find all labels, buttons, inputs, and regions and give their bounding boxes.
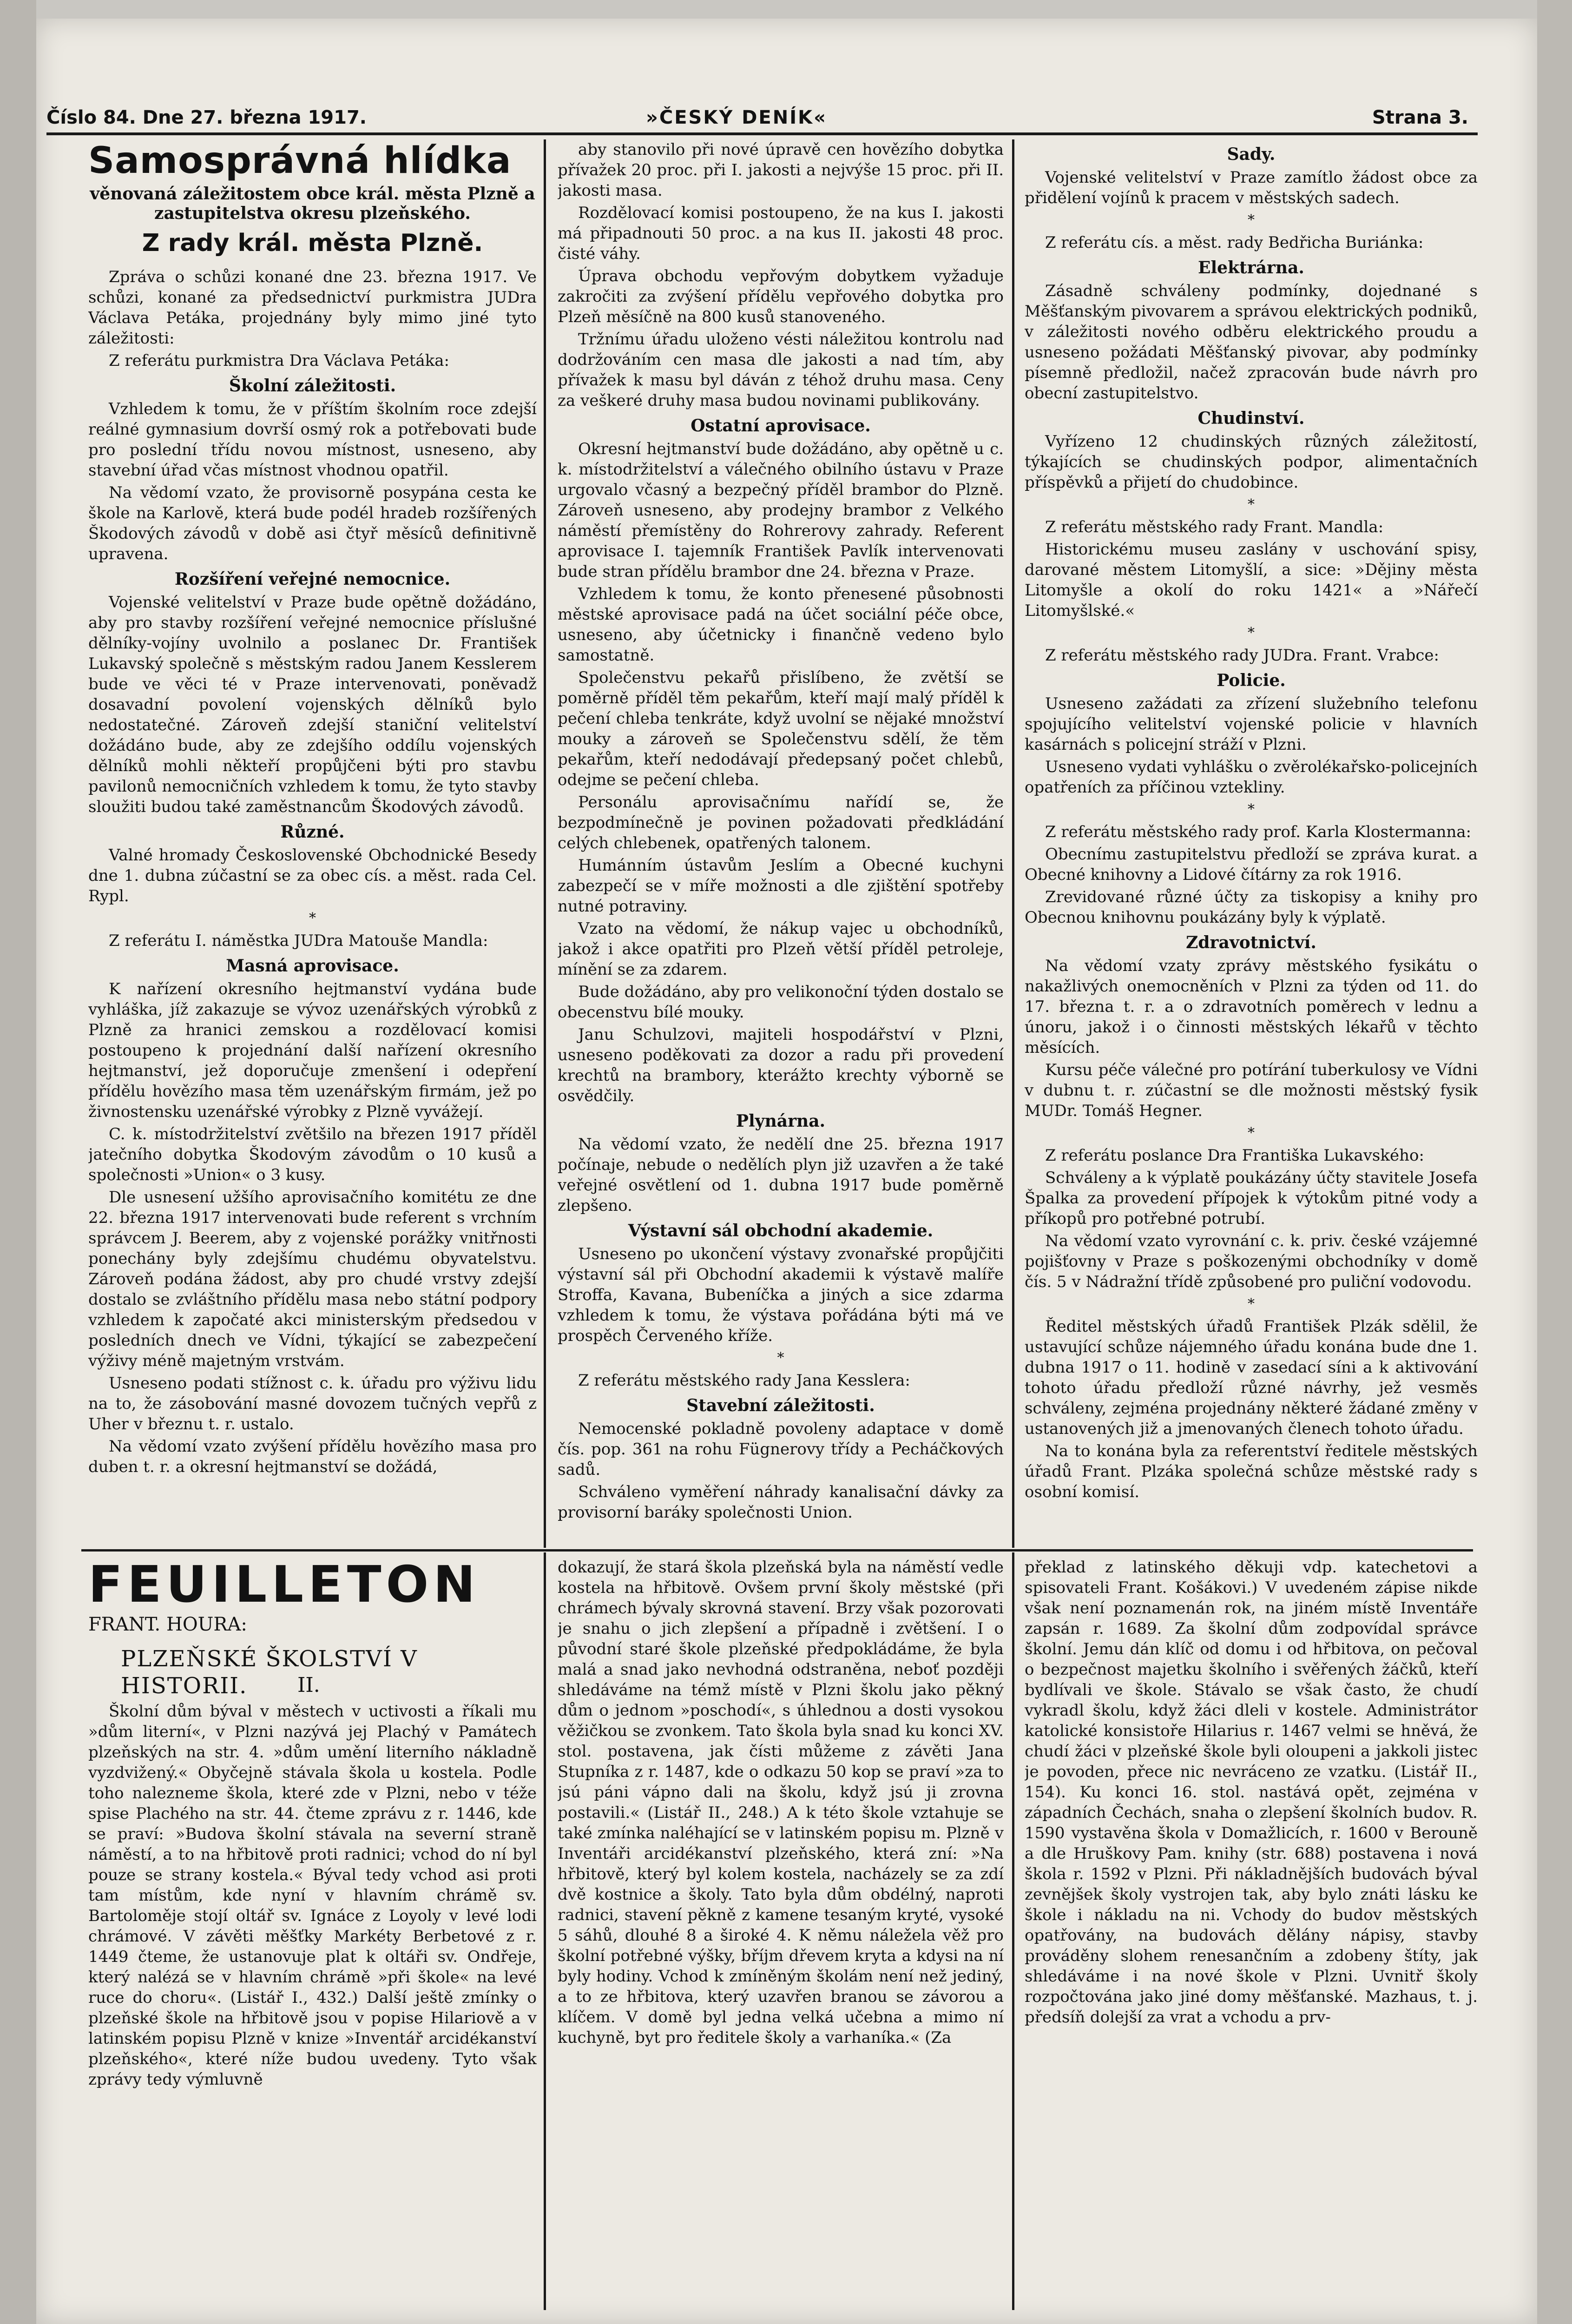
- subheading: Výstavní sál obchodní akademie.: [628, 1221, 934, 1241]
- paragraph: Schváleno vyměření náhrady kanalisační dávky za provisorní baráky společnosti Union.: [558, 1483, 1004, 1522]
- paragraph: Personálu aprovisačnímu nařídí se, že bezpodmínečně je povinen požadovati předkládání celých chlebenek, opatřených talonem.: [558, 793, 1004, 852]
- paragraph: Vzato na vědomí, že nákup vajec u obchodníků, jakož i akce opatřiti pro Plzeň větší příděl petroleje, mínění se za zdarem.: [558, 919, 1004, 979]
- paragraph: Usneseno podati stížnost c. k. úřadu pro výživu lidu na to, že zásobování masné dovozem tučných vepřů z Uher v březnu t. r. ustalo.: [88, 1374, 537, 1433]
- paragraph: Z referátu městského rady Frant. Mandla:: [1045, 518, 1384, 536]
- section-title: Samosprávná hlídka: [88, 140, 512, 182]
- paragraph: Obecnímu zastupitelstvu předloží se zpráva kurat. a Obecné knihovny a Lidové čítárny za rok 1916.: [1025, 845, 1478, 884]
- paragraph: Na vědomí vzato vyrovnání c. k. priv. české vzájemné pojišťovny v Praze s poškozenými obchodníky v domě čís. 5 v Nádražní třídě způsobené pro puliční vodovodu.: [1025, 1232, 1478, 1291]
- subheading: Policie.: [1217, 671, 1286, 690]
- subheading: Elektrárna.: [1198, 258, 1304, 277]
- paragraph: Z referátu purkmistra Dra Václava Petáka:: [109, 351, 449, 370]
- subheading: Stavební záležitosti.: [686, 1396, 875, 1415]
- subheading: Plynárna.: [736, 1111, 826, 1131]
- separator-star: *: [777, 1350, 784, 1366]
- paragraph: Usneseno po ukončení výstavy zvonařské propůjčiti výstavní sál při Obchodní akademii k výstavě malíře Stroffa, Kavana, Bubeníčka a jiných a sice zdarma vzhledem k tomu, že výstava pořádána býti má ve prospěch Červeného kříže.: [558, 1245, 1004, 1345]
- paragraph: Z referátu I. náměstka JUDra Matouše Mandla:: [109, 931, 488, 950]
- subheading: Různé.: [280, 822, 345, 842]
- feuilleton-column-3: [1025, 1557, 1478, 2305]
- paragraph: Zrevidované různé účty za tiskopisy a knihy pro Obecnou knihovnu poukázány byly k výplatě.: [1025, 888, 1478, 927]
- separator-star: *: [1248, 801, 1255, 818]
- paragraph: Na vědomí vzato zvýšení přídělu hovězího masa pro duben t. r. a okresní hejtmanství se dožádá,: [88, 1437, 537, 1476]
- paragraph: Nemocenské pokladně povoleny adaptace v domě čís. pop. 361 na rohu Fügnerovy třídy a Pecháčkových sadů.: [558, 1419, 1004, 1479]
- column-rule-1: [544, 139, 546, 1548]
- paragraph: Zásadně schváleny podmínky, dojednané s Měšťanským pivovarem a správou elektrických podniků, v záležitosti nového odběru elektrického proudu a usneseno požádati Měšťanský pivovar, aby podmínky písemně předložil, načež zpracován bude návrh pro obecní zastupitelstvo.: [1025, 282, 1478, 403]
- page-header: [46, 107, 1468, 131]
- separator-star: *: [309, 910, 316, 926]
- page-edge-right: [1537, 0, 1572, 2324]
- paragraph: K nařízení okresního hejtmanství vydána bude vyhláška, jíž zakazuje se vývoz uzenářských výrobků z Plzně za hranici zemskou a rozdělovací komisi postoupeno k projednání další nařízení okresního hejtmanství, jež doporučuje zmenšení i odepření přídělu hovězího masa těm uzenářským firmám, jež po živnostensku uzenářské výrobky z Plzně vyvážejí.: [88, 980, 537, 1121]
- newspaper-name: »ČESKÝ DENÍK«: [646, 107, 827, 128]
- paragraph: dokazují, že stará škola plzeňská byla na náměstí vedle kostela na hřbitově. Ovšem první školy městské (při chrámech bývaly skrovná stavení. Brzy však pozorovati je snahu o jich zlepšení a případně i zvětšení. I o původní staré škole plzeňské předpokládáme, že byla malá a snad jako nevhodná odstraněna, neboť později shledáváme na témž místě v Plzni školu jako pěkný dům o jednom »poschodí«, s úhlednou a dosti vysokou věžičkou se zvonkem. Tato škola byla snad ku konci XV. stol. postavena, jak čísti můžeme z závěti Jana Stupníka z r. 1487, kde o odkazu 50 kop se praví »za to jsú páni vápno dali na školu, když jsú ji zrovna postavili.« (Listář II., 248.) A k této škole vztahuje se také zmínka naléhající se v latinském popisu m. Plzně v Inventáři arcidékanství plzeňského, která zní: »Na hřbitově, který byl kolem kostela, nacházely se za zdí dvě kostnice a školy. Tato byla dům obdélný, naproti radnici, stavení pěkně z kamene tesaným kryté, vysoké 5 sáhů, dlouhé 8 a široké 4. K němu náležela věž pro školní potřebné výšky, bříjm dřevem kryta a kdysi na ní byly hodiny. Vchod k zmíněným školám není než jediný, a to ze hřbitova, který uzavřen branou se závorou a klíčem. V domě byl jedna velká učebna a mimo ní kuchyně, byt pro ředitele školy a varhaníka.« (Za: [558, 1558, 1004, 2047]
- feuilleton-rule-2: [1012, 1552, 1014, 2310]
- paragraph: Okresní hejtmanství bude dožádáno, aby opětně u c. k. místodržitelství a válečného obilního ústavu v Praze urgovalo včasný a bezpečný příděl brambor do Plzně. Zároveň usneseno, aby prodejny brambor z Velkého náměstí přemístěny do Rohrerovy zahrady. Referent aprovisace I. tajemník František Pavlík intervenovati bude stran přídělu brambor dne 24. března v Praze.: [558, 440, 1004, 581]
- paragraph: Zpráva o schůzi konané dne 23. března 1917. Ve schůzi, konané za předsednictví purkmistra JUDra Václava Petáka, projednány byly mimo jiné tyto záležitosti:: [88, 268, 537, 348]
- subheading: Masná aprovisace.: [226, 956, 399, 976]
- feuilleton-article-title: PLZEŇSKÉ ŠKOLSTVÍ V HISTORII.: [121, 1646, 418, 1699]
- paragraph: aby stanovilo při nové úpravě cen hovězího dobytka přívažek 20 proc. při I. jakosti a nejvýše 15 proc. při II. jakosti masa.: [558, 140, 1004, 200]
- feuilleton-part-number: II.: [297, 1673, 320, 1697]
- paragraph: Usneseno vydati vyhlášku o zvěrolékařsko-policejních opatřeních za příčinou vztekliny.: [1025, 758, 1478, 797]
- column-rule-2: [1012, 139, 1014, 1548]
- paragraph: Kursu péče válečné pro potírání tuberkulosy ve Vídni v dubnu t. r. zúčastní se dle možnosti městský fysik MUDr. Tomáš Hegner.: [1025, 1061, 1478, 1120]
- paragraph: Na vědomí vzato, že provisorně posypána cesta ke škole na Karlově, která bude podél hradeb rozšířených Škodových závodů v době asi čtyř měsíců definitivně upravena.: [88, 483, 537, 563]
- subheading: Chudinství.: [1197, 409, 1305, 428]
- paragraph: Školní dům býval v městech v uctivosti a říkali mu »dům literní«, v Plzni nazývá jej Plachý v Památech plzeňských na str. 4. »dům umění literního nákladně vyzdvižený.« Obyčejně stávala škola u kostela. Podle toho nalezneme škola, které zde v Plzni, nebo v téže spise Plachého na str. 44. čteme zprávu z r. 1446, kde se praví: »Budova školní stávala na severní straně náměstí, a to na hřbitově proti radnici; vchod do ní byl pouze se strany kostela.« Býval tedy vchod asi proti tam místům, kde nyní v hlavním chrámě sv. Bartoloměje stojí oltář sv. Ignáce z Loyoly v levé lodi chrámové. V závěti měšťky Markéty Berbetové z r. 1449 čteme, že ustanovuje plat k oltáři sv. Ondřeje, který nalézá se v hlavním chrámě »při škole« na levé ruce do choru«. (Listář I., 432.) Další ještě zmínky o plzeňské škole na hřbitově jsou v popise Hilariově a v latinském popisu Plzně v knize »Inventář arcidékanství plzeňského«, které níže budou uvedeny. Tyto však zprávy tedy výmluvně: [88, 1702, 537, 2089]
- paragraph: Úprava obchodu vepřovým dobytkem vyžaduje zakročiti za zvýšení přídělu vepřového dobytka pro Plzeň měsíčně na 800 kusů stanoveného.: [558, 267, 1004, 326]
- separator-star: *: [1248, 496, 1255, 513]
- council-heading: Z rady král. města Plzně.: [142, 229, 483, 257]
- paragraph: Tržnímu úřadu uloženo vésti náležitou kontrolu nad dodržováním cen masa dle jakosti a nad tím, aby přívažek k masu byl dáván z téhož druhu masa. Ceny za veškeré druhy masa budou novinami publikovány.: [558, 330, 1004, 410]
- paragraph: Humánním ústavům Jeslím a Obecné kuchyni zabezpečí se v míře možnosti a dle zjištění spotřeby nutné potraviny.: [558, 856, 1004, 916]
- subheading: Ostatní aprovisace.: [691, 416, 871, 436]
- separator-star: *: [1248, 625, 1255, 641]
- section-subtitle: věnovaná záležitostem obce král. města Plzně a zastupitelstva okresu plzeňského.: [90, 184, 535, 223]
- paragraph: Společenstvu pekařů přislíbeno, že zvětší se poměrně příděl těm pekařům, kteří mají malý příděl k pečení chleba tenkráte, když uvolní se nějaké množství mouky a zároveň se Společenstvu sdělí, že těm pekařům, kteří nedodávají předepsaný počet chlebů, odejme se pečení chleba.: [558, 668, 1004, 789]
- header-rule: [46, 132, 1478, 135]
- paragraph: Vojenské velitelství v Praze bude opětně dožádáno, aby pro stavby rozšíření veřejné nemocnice příslušné dělníky-vojíny uvolnilo a poslanec Dr. František Lukavský společně s městským radou Janem Kesslerem bude ve věci té v Praze intervenovati, poněvadž dosavadní povolení vojenských dělníků bylo nedostatečné. Zároveň zdejší staniční velitelství dožádáno bude, aby ze zdejšího oddílu vojenských dělníků mohli někteří propůjčeni býti pro stavbu pavilonů nemocničních vzhledem k tomu, že tyto stavby sloužiti budou také zaměstnancům Škodových závodů.: [88, 593, 537, 816]
- paragraph: Z referátu poslance Dra Františka Lukavského:: [1045, 1146, 1424, 1165]
- paragraph: Dle usnesení užšího aprovisačního komitétu ze dne 22. března 1917 intervenovati bude referent s vrchním správcem J. Beerem, aby z vojenské porážky vnitřnosti ponechány byly zdejšímu chudému obyvatelstvu. Zároveň podána žádost, aby pro chudé vrstvy zdejší dostalo se zvláštního přídělu masa nebo státní podpory vzhledem k započaté akci ministerským předsedou v posledních dnech ve Vídni, týkající se zabezpečení výživy méně majetným vrstvám.: [88, 1188, 537, 1370]
- paragraph: Z referátu městského rady Jana Kesslera:: [578, 1371, 910, 1390]
- page-number: Strana 3.: [1372, 107, 1468, 128]
- paragraph: Vojenské velitelství v Praze zamítlo žádost obce za přidělení vojínů k pracem v městských sadech.: [1025, 168, 1478, 207]
- subheading: Rozšíření veřejné nemocnice.: [174, 569, 451, 589]
- paragraph: Valné hromady Československé Obchodnické Besedy dne 1. dubna zúčastní se za obec cís. a měst. rada Cel. Rypl.: [88, 846, 537, 905]
- subheading: Školní záležitosti.: [229, 376, 396, 396]
- paragraph: Vyřízeno 12 chudinských různých záležitostí, týkajících se chudinských podpor, alimentačních příspěvků a přijetí do chudobince.: [1025, 432, 1478, 492]
- feuilleton-rule: [81, 1549, 1473, 1552]
- paragraph: Na vědomí vzaty zprávy městského fysikátu o nakažlivých onemocněních v Plzni za týden od 11. do 17. března t. r. a o zdravotních poměrech v lednu a únoru, jakož i o činnosti městských lékařů v těchto měsících.: [1025, 957, 1478, 1057]
- feuilleton-column-2: [558, 1557, 1004, 2305]
- separator-star: *: [1248, 1125, 1255, 1141]
- paragraph: Vzhledem k tomu, že konto přenesené působnosti městské aprovisace padá na účet sociální péče obce, usneseno, aby účetnicky i finančně vedeno bylo samostatně.: [558, 585, 1004, 665]
- paragraph: Vzhledem k tomu, že v příštím školním roce zdejší reálné gymnasium dovrší osmý rok a potřebovati bude pro poslední třídu novou místnost, usneseno, aby stavební úřad včas místnost vhodnou opatřil.: [88, 400, 537, 480]
- paragraph: Z referátu cís. a měst. rady Bedřicha Buriánka:: [1045, 233, 1424, 252]
- paragraph: Usneseno zažádati za zřízení služebního telefonu spojujícího velitelství vojenské policie v hlavních kasárnách s policejní stráží v Plzni.: [1025, 694, 1478, 754]
- paragraph: Bude dožádáno, aby pro velikonoční týden dostalo se obecenstvu bílé mouky.: [558, 983, 1004, 1022]
- paragraph: Na vědomí vzato, že nedělí dne 25. března 1917 počínaje, nebude o nedělích plyn již uzavřen a že také veřejné osvětlení od 1. dubna 1917 bude poměrně zlepšeno.: [558, 1135, 1004, 1215]
- paragraph: C. k. místodržitelství zvětšilo na březen 1917 příděl jatečního dobytka Škodovým závodům o 10 kusů a společnosti »Union« o 3 kusy.: [88, 1125, 537, 1184]
- separator-star: *: [1248, 1296, 1255, 1312]
- paragraph: překlad z latinského děkuji vdp. katechetovi a spisovateli Frant. Košákovi.) V uvedeném zápise nikde však není poznamenán rok, na jiném místě Inventáře zapsán r. 1689. Za školní dům zodpovídal správce školní. Jemu dán klíč od domu i od hřbitova, on pečoval o bezpečnost majetku školního i svěřených žáčků, kteří bydlívali ve škole. Stávalo se však často, že chudí vykradl školu, když žáci dleli v kostele. Administrátor katolické konsistoře Hilarius r. 1467 velmi se hněvá, že chudí žáci v plzeňské škole byli oloupeni a jakkoli jistec je povoden, přece nic nevráceno ze vzatku. (Listář II., 154). Ku konci 16. stol. nastává opět, zejména v západních Čechách, snaha o zlepšení školních budov. R. 1590 vystavěna škola v Domažlicích, r. 1600 v Berouně a dle Hruškovy Pam. knihy (str. 688) postavena i nová škola r. 1592 v Plzni. Při nákladnějších budovách býval zevnějšek školy vystrojen tak, aby bylo znáti lásku ke škole i nákladu na ni. Vchody do budov městských opatřovány, na budovách dělány nápisy, stavby prováděny slohem renesančním a zdobeny štíty, jak shledáváme i na nové škole v Plzni. Uvnitř školy rozpočtována jako jiné domy měšťanské. Mazhaus, t. j. předsíň dolejší za vrat a vchodu a prv-: [1025, 1558, 1478, 2027]
- page-edge-left: [0, 0, 36, 2324]
- paragraph: Janu Schulzovi, majiteli hospodářství v Plzni, usneseno poděkovati za dozor a radu při provedení krechtů na brambory, kterážto krechty výborně se osvědčily.: [558, 1025, 1004, 1105]
- feuilleton-column-1: [88, 1701, 537, 2305]
- paragraph: Z referátu městského rady prof. Karla Klostermanna:: [1045, 823, 1472, 841]
- subheading: Sady.: [1227, 145, 1276, 164]
- paragraph: Historickému museu zaslány v uschování spisy, darované městem Litomyšlí, a sice: »Dějiny města Litomyšle a okolí do roku 1421« a »Nářečí Litomyšlské.«: [1025, 540, 1478, 620]
- feuilleton-title: FEUILLETON: [88, 1556, 480, 1614]
- paragraph: Rozdělovací komisi postoupeno, že na kus I. jakosti má připadnouti 50 proc. a na kus II. jakosti 48 proc. čisté váhy.: [558, 204, 1004, 263]
- feuilleton-author: FRANT. HOURA:: [88, 1614, 247, 1635]
- issue-date: Číslo 84. Dne 27. března 1917.: [46, 107, 367, 128]
- column-3: [1025, 139, 1478, 1548]
- subheading: Zdravotnictví.: [1186, 933, 1316, 952]
- column-1: [88, 139, 537, 1548]
- paragraph: Z referátu městského rady JUDra. Frant. Vrabce:: [1045, 646, 1439, 665]
- column-2: [558, 139, 1004, 1548]
- feuilleton-rule-1: [544, 1552, 546, 2310]
- paragraph: Schváleny a k výplatě poukázány účty stavitele Josefa Špalka za provedení přípojek k výtokům pitné vody a příkopů pro potřebné potrubí.: [1025, 1169, 1478, 1228]
- separator-star: *: [1248, 212, 1255, 228]
- paragraph: Na to konána byla za referentství ředitele městských úřadů Frant. Plzáka společná schůze městské rady s osobní komisí.: [1025, 1442, 1478, 1501]
- paragraph: Ředitel městských úřadů František Plzák sdělil, že ustavující schůze nájemného úřadu konána bude dne 1. dubna 1917 o 11. hodině v zasedací síni a k aktivování tohoto úřadu předloží různé návrhy, jež vesměs schváleny, zejména projednány některé žádané změny v ustanovených již a jmenovaných členech tohoto úřadu.: [1025, 1317, 1478, 1438]
